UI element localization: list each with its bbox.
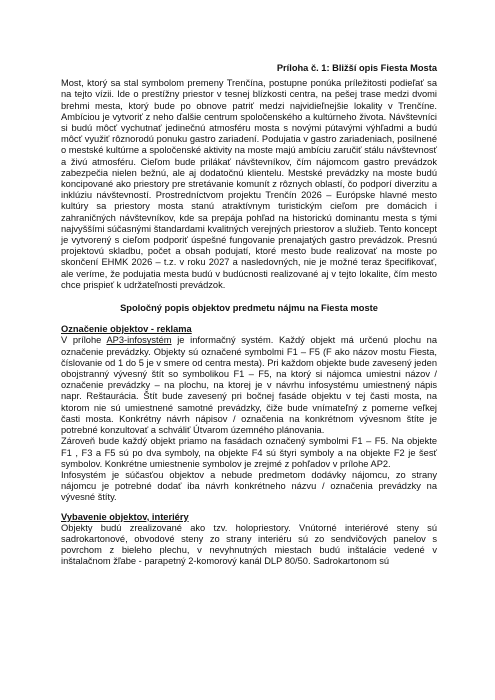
signage-p1-rest: je informačný systém. Každý objekt má určenú plochu na označenie prevádzky. Objekty sú označené symbolmi F1 – F5 (F ako názov mostu Fiesta, číslovanie od 1 do 5 je v smere od centra mesta). Pri každom objekte bude zavesený jeden obojstranný vývesný štít so symbolikou F1 – F5, na ktorý si nájomca umiestni názov / označenie prevádzky – na plochu, na ktorej je v návrhu infosystému umiestnený nápis napr. Reštaurácia. Štít bude zavesený pri bočnej fasáde objektu v tej časti mosta, na ktorom nie sú umiestnené samotné prevádzky, čiže bude vnímateľný z pomerne veľkej časti mosta. Konkrétny návrh nápisov / označenia na konkrétnom vývesnom štíte je potrebné konzultovať a schváliť Útvarom územného plánovania.	[61, 335, 438, 436]
signage-p1-lead: V prílohe	[61, 335, 107, 346]
signage-paragraph-2: Zároveň bude každý objekt priamo na fasádach označený symbolmi F1 – F5. Na objekte F1 , F3 a F5 sú po dva symboly, na objekte F4 sú štyri symboly a na objekte F2 je šesť symbolov. Konkrétne umiestnenie symbolov je zrejmé z pohľadov v prílohe AP2.	[61, 436, 437, 469]
signage-paragraph-3: Infosystém je súčasťou objektov a nebude predmetom dodávky nájomcu, zo strany nájomcu je potrebné dodať iba návrh konkrétneho názvu / označenia prevádzky na vývesné štíty.	[61, 469, 437, 503]
equipment-subsection-title: Vybavenie objektov, interiéry	[61, 511, 189, 522]
intro-paragraph: Most, ktorý sa stal symbolom premeny Trenčína, postupne ponúka príležitosti podieľať sa na tejto vízii. Ide o prestížny priestor v tesnej blízkosti centra, na pešej trase medzi dvomi brehmi mesta, ktorý bude po obnove patriť medzi najvidieľnejšie lokality v Trenčíne. Ambíciou je vytvoriť z neho ďalšie centrum spoločenského a kultúrneho života. Návštevníci si budú môcť vychutnať jedinečnú atmosféru mosta s novými pútavými výhľadmi a budú môcť využiť rôznorodú ponuku gastro zariadení. Podujatia v gastro zariadeniach, posilnené o mestské kultúrne a spoločenské aktivity na moste majú ambíciu zaručiť stálu návštevnosť a živú atmosféru. Cieľom bude prilákať návštevníkov, čím nájomcom gastro prevádzok zabezpečia nielen bežnú, ale aj dodatočnú klientelu. Mestské prevádzky na moste budú koncipované ako priestory pre stretávanie komunít z rôznych oblastí, čo podporí diverzitu a inklúziu návštevností. Prostredníctvom projektu Trenčín 2026 – Európske hlavné mesto kultúry sa priestory mosta stanú atraktívnym turistickým cieľom pre domácich i zahraničných návštevníkov, kde sa prepája pohľad na historickú dominantu mesta s tými najvyššími súčasnými štandardami kvalitných verejných priestorov a služieb. Tento koncept je vytvorený s cieľom podporiť úspešné fungovanie prenajatých gastro prevádzok. Presnú projektovú skladbu, počet a obsah podujatí, ktoré mesto bude realizovať na moste po skončení EHMK 2026 – t.z. v roku 2027 a nasledovných, nie je možné teraz špecifikovať, ale veríme, že podujatia mesta budú v budúcnosti realizované aj v tejto lokalite, čím mesto chce prispieť k udržateľnosti prevádzok.	[61, 78, 437, 290]
signage-paragraph-1	[61, 335, 437, 436]
annex-title: Príloha č. 1: Bližší opis Fiesta Mosta	[276, 63, 437, 73]
section-title: Spoločný popis objektov predmetu nájmu na Fiesta moste	[120, 303, 378, 314]
equipment-paragraph-1: Objekty budú zrealizované ako tzv. holopriestory. Vnútorné interiérové steny sú sadrokartonové, obvodové steny zo strany interiéru sú zo sendvičových panelov s povrchom z bieleho plechu, v nevyhnutných miestach budú inštalácie vedené v inštalačnom žľabe - parapetný 2-komorový kanál DLP 80/50. Sadrokartonom sú	[61, 522, 437, 567]
infosystem-annex-link[interactable]: AP3-infosystém	[106, 335, 172, 346]
signage-subsection-title: Označenie objektov - reklama	[61, 324, 192, 335]
